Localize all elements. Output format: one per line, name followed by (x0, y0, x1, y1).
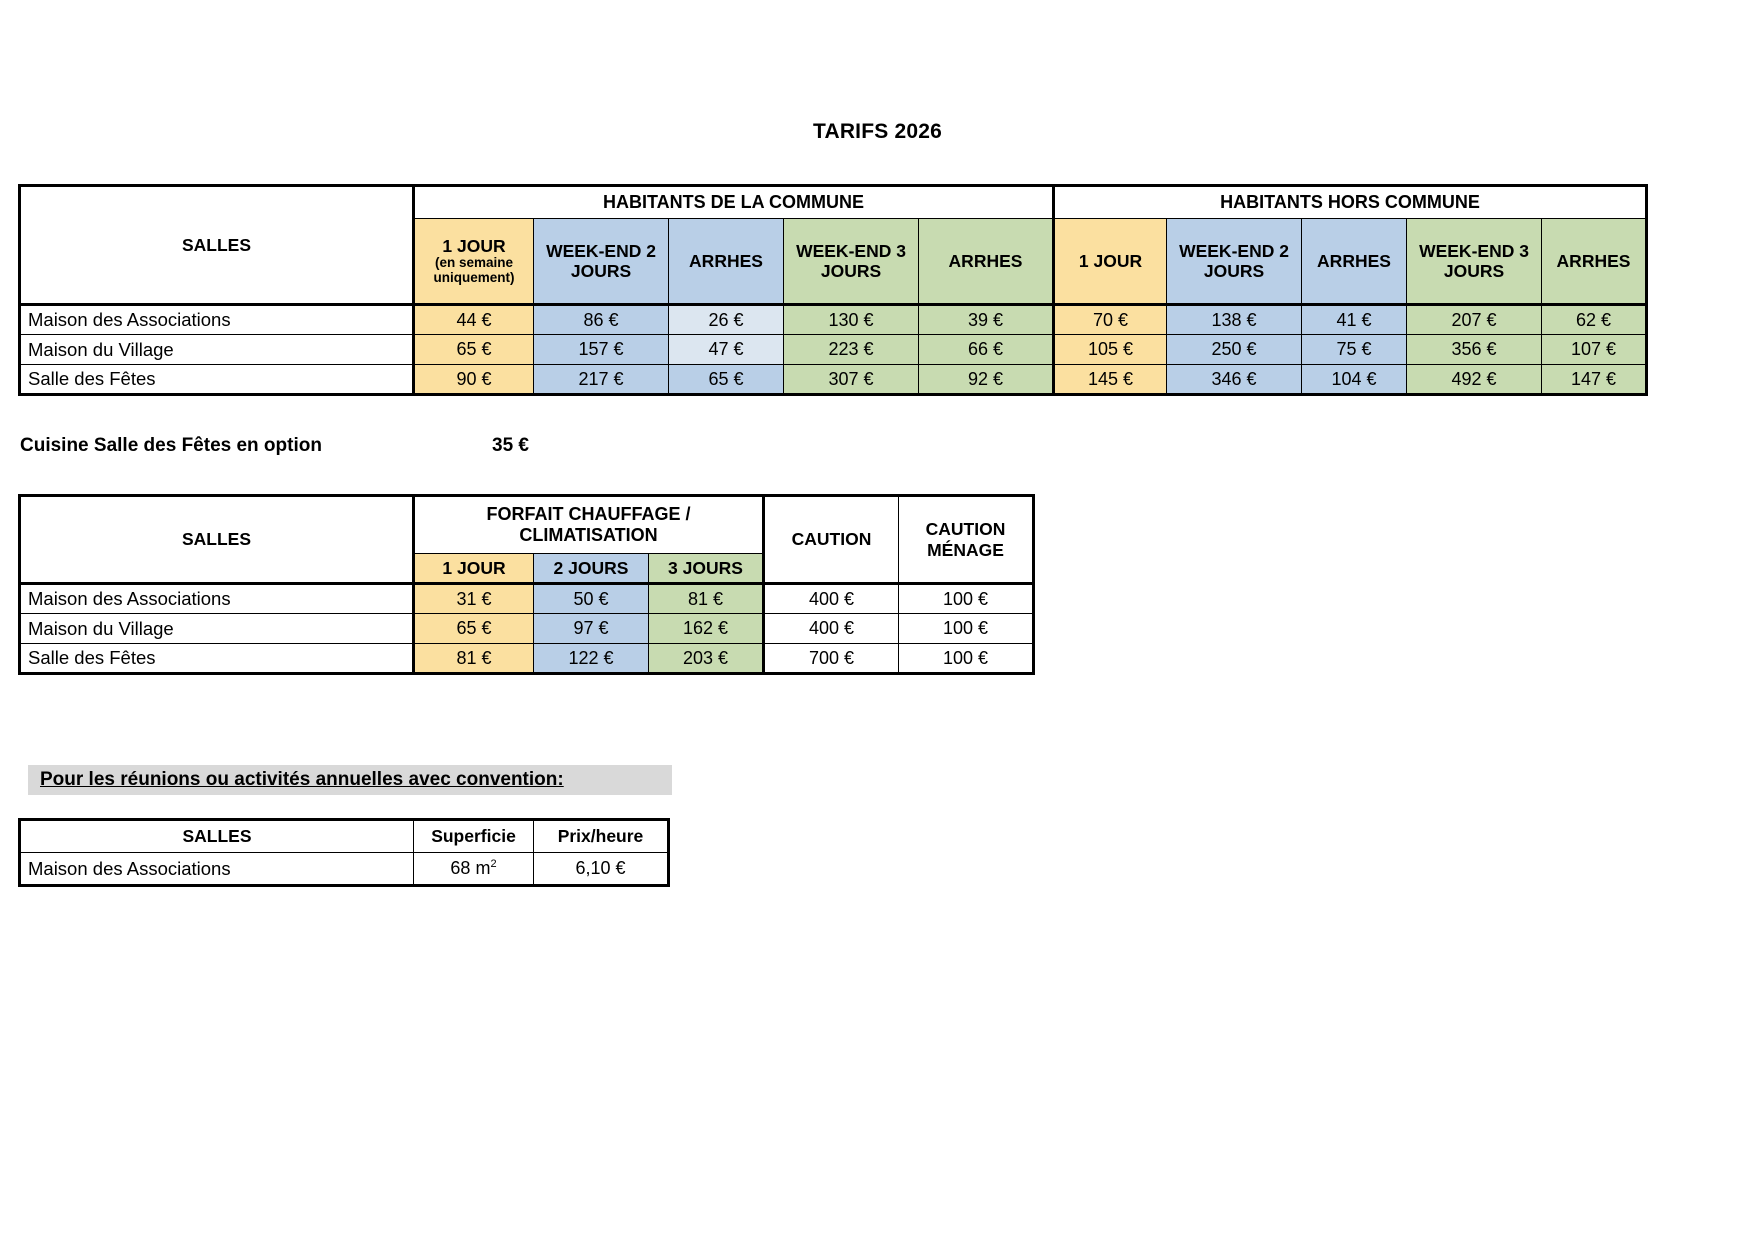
cell-commune-arrhes-2j: 47 € (669, 335, 784, 365)
tarifs-table-wrapper (18, 184, 1648, 396)
table-row (20, 335, 1647, 365)
table-row (20, 644, 1034, 674)
cell-forfait-1jour: 31 € (414, 584, 534, 614)
cell-commune-arrhes-2j: 26 € (669, 305, 784, 335)
convention-table-wrapper (18, 818, 670, 887)
col-header-hors-weekend3: WEEK-END 3 JOURS (1407, 219, 1542, 305)
row-label-salle: Maison du Village (20, 335, 414, 365)
group-header-forfait-chauffage: FORFAIT CHAUFFAGE / CLIMATISATION (414, 496, 764, 554)
cell-commune-arrhes-2j: 65 € (669, 365, 784, 395)
tarifs-table (18, 184, 1648, 396)
cell-caution: 400 € (764, 584, 899, 614)
cell-hors-1jour: 70 € (1054, 305, 1167, 335)
cell-hors-weekend2: 138 € (1167, 305, 1302, 335)
col-header-commune-1jour: 1 JOUR (en semaine uniquement) (414, 219, 534, 305)
cell-forfait-2jours: 97 € (534, 614, 649, 644)
col-header-caution: CAUTION (764, 496, 899, 584)
convention-table (18, 818, 670, 887)
row-label-salle: Salle des Fêtes (20, 365, 414, 395)
col-header-forfait-2jours: 2 JOURS (534, 554, 649, 584)
cell-hors-weekend3: 492 € (1407, 365, 1542, 395)
cell-commune-weekend3: 307 € (784, 365, 919, 395)
cuisine-option-label: Cuisine Salle des Fêtes en option (20, 435, 322, 456)
cell-commune-weekend2: 157 € (534, 335, 669, 365)
cell-commune-1jour: 90 € (414, 365, 534, 395)
col-header-commune-arrhes-2j: ARRHES (669, 219, 784, 305)
cell-caution-menage: 100 € (899, 614, 1034, 644)
col-header-caution-menage: CAUTION MÉNAGE (899, 496, 1034, 584)
table-row (20, 365, 1647, 395)
row-label-salle: Maison du Village (20, 614, 414, 644)
cell-hors-weekend3: 207 € (1407, 305, 1542, 335)
forfait-table (18, 494, 1035, 675)
cell-commune-arrhes-3j: 39 € (919, 305, 1054, 335)
group-header-habitants-hors-commune: HABITANTS HORS COMMUNE (1054, 186, 1647, 219)
cell-forfait-1jour: 65 € (414, 614, 534, 644)
cell-forfait-3jours: 162 € (649, 614, 764, 644)
convention-banner (28, 765, 672, 795)
cell-commune-weekend3: 130 € (784, 305, 919, 335)
table-header-row (20, 820, 669, 853)
cell-commune-1jour: 65 € (414, 335, 534, 365)
cell-hors-arrhes-3j: 107 € (1542, 335, 1647, 365)
cell-hors-weekend2: 250 € (1167, 335, 1302, 365)
cell-forfait-1jour: 81 € (414, 644, 534, 674)
col-header-hors-weekend2: WEEK-END 2 JOURS (1167, 219, 1302, 305)
table-row (20, 853, 669, 886)
cuisine-option-price: 35 € (492, 435, 529, 456)
cell-forfait-3jours: 81 € (649, 584, 764, 614)
cell-forfait-2jours: 50 € (534, 584, 649, 614)
col-header-hors-arrhes-3j: ARRHES (1542, 219, 1647, 305)
row-label-salle: Maison des Associations (20, 853, 414, 886)
cell-hors-arrhes-3j: 147 € (1542, 365, 1647, 395)
table-row (20, 584, 1034, 614)
cell-hors-arrhes-2j: 75 € (1302, 335, 1407, 365)
row-label-salle: Maison des Associations (20, 305, 414, 335)
cell-caution: 400 € (764, 614, 899, 644)
cell-hors-arrhes-2j: 104 € (1302, 365, 1407, 395)
page-title: TARIFS 2026 (812, 120, 943, 143)
col-header-superficie: Superficie (414, 820, 534, 853)
cell-commune-arrhes-3j: 66 € (919, 335, 1054, 365)
table-header-row-groups (20, 496, 1034, 554)
cell-commune-1jour: 44 € (414, 305, 534, 335)
cell-commune-weekend3: 223 € (784, 335, 919, 365)
cell-superficie (414, 853, 534, 886)
cell-hors-1jour: 105 € (1054, 335, 1167, 365)
col-header-hors-arrhes-2j: ARRHES (1302, 219, 1407, 305)
table-row (20, 305, 1647, 335)
cell-commune-arrhes-3j: 92 € (919, 365, 1054, 395)
cell-forfait-3jours: 203 € (649, 644, 764, 674)
cell-hors-arrhes-2j: 41 € (1302, 305, 1407, 335)
table-header-row-groups (20, 186, 1647, 219)
col-header-commune-arrhes-3j: ARRHES (919, 219, 1054, 305)
col-header-salles: SALLES (20, 186, 414, 305)
cell-prix-heure: 6,10 € (534, 853, 669, 886)
convention-banner-text: Pour les réunions ou activités annuelles avec convention: (40, 769, 564, 790)
row-label-salle: Maison des Associations (20, 584, 414, 614)
row-label-salle: Salle des Fêtes (20, 644, 414, 674)
col-header-commune-1jour-note: (en semaine uniquement) (433, 255, 515, 286)
col-header-prix-heure: Prix/heure (534, 820, 669, 853)
col-header-forfait-1jour: 1 JOUR (414, 554, 534, 584)
col-header-forfait-3jours: 3 JOURS (649, 554, 764, 584)
col-header-commune-weekend3: WEEK-END 3 JOURS (784, 219, 919, 305)
superficie-value: 68 m (450, 858, 491, 879)
cell-hors-weekend2: 346 € (1167, 365, 1302, 395)
cell-hors-1jour: 145 € (1054, 365, 1167, 395)
cell-caution-menage: 100 € (899, 584, 1034, 614)
col-header-hors-1jour: 1 JOUR (1054, 219, 1167, 305)
forfait-table-wrapper (18, 494, 1035, 675)
col-header-salles: SALLES (20, 496, 414, 584)
table-row (20, 614, 1034, 644)
cell-commune-weekend2: 86 € (534, 305, 669, 335)
col-header-commune-weekend2: WEEK-END 2 JOURS (534, 219, 669, 305)
cell-hors-arrhes-3j: 62 € (1542, 305, 1647, 335)
cell-hors-weekend3: 356 € (1407, 335, 1542, 365)
superficie-exponent: 2 (490, 858, 497, 871)
cell-commune-weekend2: 217 € (534, 365, 669, 395)
cell-caution-menage: 100 € (899, 644, 1034, 674)
cell-forfait-2jours: 122 € (534, 644, 649, 674)
group-header-habitants-commune: HABITANTS DE LA COMMUNE (414, 186, 1054, 219)
cell-caution: 700 € (764, 644, 899, 674)
col-header-salles: SALLES (20, 820, 414, 853)
